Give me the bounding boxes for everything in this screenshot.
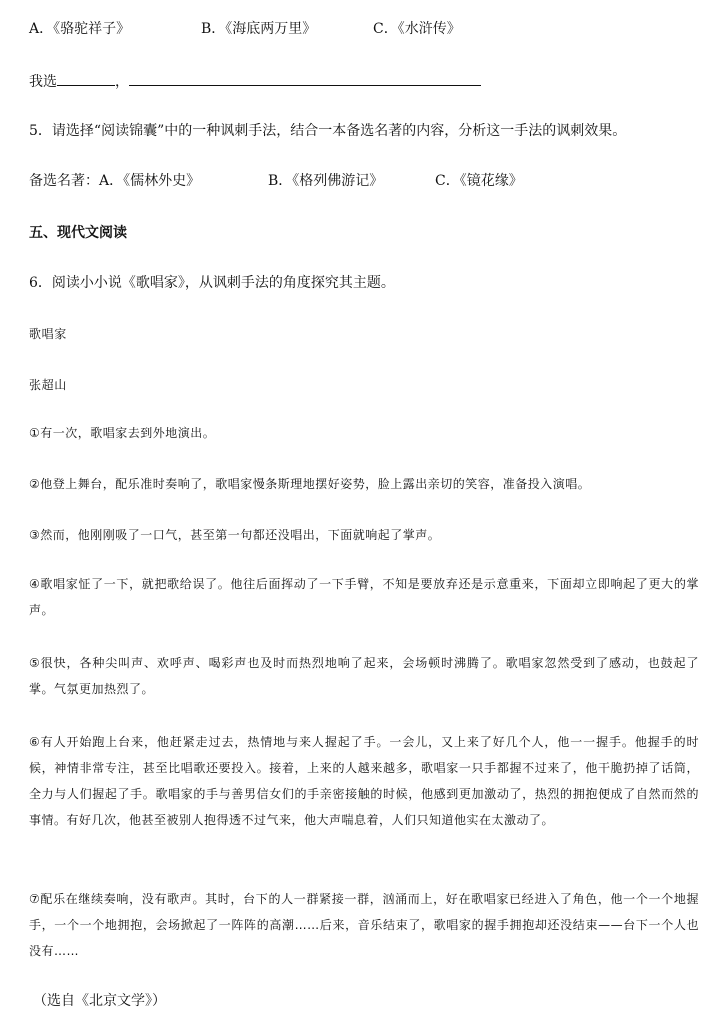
story-paragraph: ⑥有人开始跑上台来，他赶紧走过去，热情地与来人握起了手。一会儿，又上来了好几个人，他一一握手。他握手的时候，神情非常专注，甚至比唱歌还要投入。接着，上来的人越来越多，歌唱家一只手都握不过来了，他干脆扔掉了话筒，全力与人们握起了手。歌唱家的手与善男信女们的手亲密接触的时候，他感到更加激动了，热烈的拥抱便成了自然而然的事情。有好几次，他甚至被别人抱得透不过气来，他大声喘息着，人们只知道他实在太激动了。 [29,735,699,827]
choice-blank-long[interactable] [129,72,481,86]
story-paragraph: ④歌唱家怔了一下，就把歌给误了。他往后面挥动了一下手臂，不知是要放弃还是示意重来，下面却立即响起了更大的掌声。 [29,577,699,617]
question-5: 5．请选择“阅读锦囊”中的一种讽刺手法，结合一本备选名著的内容，分析这一手法的讽刺效果。 [29,123,627,139]
options-row-classics [29,172,523,190]
story-paragraph: ⑦配乐在继续奏响，没有歌声。其时，台下的人一群紧接一群，汹涌而上，好在歌唱家已经进入了角色，他一个一个地握手，一个一个地拥抱，会场掀起了一阵阵的高潮……后来，音乐结束了，歌唱家的握手拥抱却还没结束——台下一个人也没有…… [29,892,699,958]
choice-prefix: 我选 [29,74,57,90]
story-paragraph: ③然而，他刚刚吸了一口气，甚至第一句都还没唱出，下面就响起了掌声。 [29,528,441,542]
story-paragraph: ①有一次，歌唱家去到外地演出。 [29,426,216,440]
option-a: A．《骆驼祥子》 [29,21,131,37]
question-6: 6．阅读小小说《歌唱家》，从讽刺手法的角度探究其主题。 [29,275,395,291]
story-paragraph: ②他登上舞台，配乐准时奏响了，歌唱家慢条斯理地摆好姿势，脸上露出亲切的笑容，准备投入演唱。 [29,477,591,491]
options-row-novels [29,20,461,38]
choice-blank-short[interactable] [57,72,115,86]
option-c: C．《镜花缘》 [435,173,523,189]
story-title: 歌唱家 [29,327,67,341]
option-b: B．《海底两万里》 [201,21,317,37]
option-b: B．《格列佛游记》 [268,173,384,189]
choice-line [29,72,481,91]
choice-separator: ， [115,74,129,90]
option-a: A．《儒林外史》 [99,173,201,189]
options-label: 备选名著： [29,173,99,189]
option-c: C．《水浒传》 [373,21,461,37]
section-heading: 五、现代文阅读 [29,225,127,241]
story-author: 张超山 [29,378,67,392]
story-source: （选自《北京文学》） [33,993,166,1009]
story-paragraph: ⑤很快，各种尖叫声、欢呼声、喝彩声也及时而热烈地响了起来，会场顿时沸腾了。歌唱家忽然受到了感动，也鼓起了掌。气氛更加热烈了。 [29,656,699,696]
